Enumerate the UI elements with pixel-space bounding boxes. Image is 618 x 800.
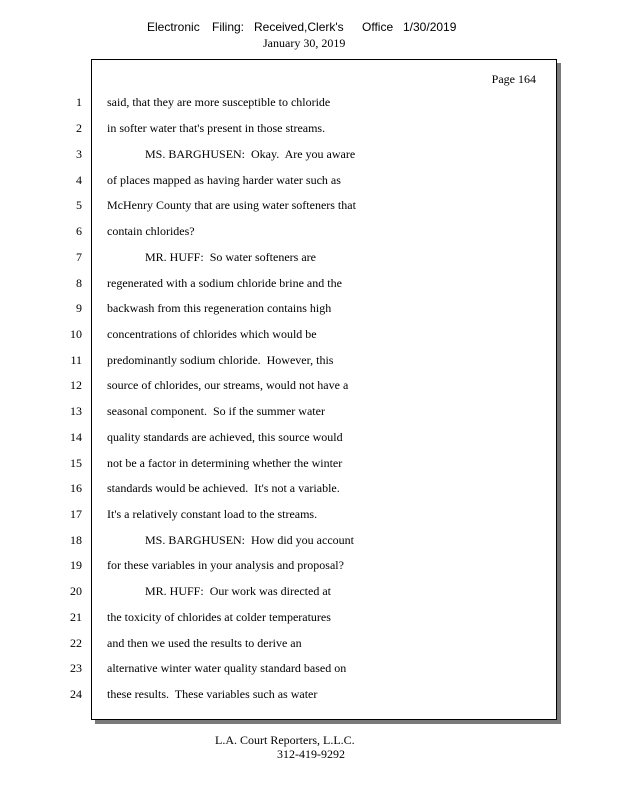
- line-number: 7: [76, 250, 82, 264]
- line-text: said, that they are more susceptible to chloride: [107, 95, 331, 109]
- line-text: MR. HUFF: Our work was directed at: [145, 584, 331, 598]
- stamp-electronic: Electronic: [147, 20, 200, 34]
- line-text: predominantly sodium chloride. However, this: [107, 353, 334, 367]
- header-date: January 30, 2019: [263, 36, 346, 50]
- line-number: 8: [76, 276, 82, 290]
- line-text: and then we used the results to derive an: [107, 636, 302, 650]
- line-text: these results. These variables such as water: [107, 687, 318, 701]
- line-text: concentrations of chlorides which would be: [107, 327, 317, 341]
- line-text: MS. BARGHUSEN: How did you account: [145, 533, 354, 547]
- line-number: 9: [76, 301, 82, 315]
- line-text: in softer water that's present in those streams.: [107, 121, 326, 135]
- line-number: 18: [70, 533, 82, 547]
- line-number: 13: [70, 404, 82, 418]
- line-text: for these variables in your analysis and proposal?: [107, 558, 344, 572]
- stamp-filing: Filing:: [212, 20, 245, 34]
- line-number: 11: [70, 353, 82, 367]
- line-text: seasonal component. So if the summer water: [107, 404, 325, 418]
- line-text: contain chlorides?: [107, 224, 195, 238]
- stamp-received: Received,Clerk's: [254, 20, 344, 34]
- line-number: 14: [70, 430, 82, 444]
- line-text: regenerated with a sodium chloride brine and the: [107, 276, 342, 290]
- line-text: MR. HUFF: So water softeners are: [145, 250, 316, 264]
- line-number: 5: [76, 198, 82, 212]
- line-text: not be a factor in determining whether the winter: [107, 456, 343, 470]
- line-number: 19: [70, 558, 82, 572]
- line-text: MS. BARGHUSEN: Okay. Are you aware: [145, 147, 356, 161]
- line-text: standards would be achieved. It's not a variable.: [107, 481, 340, 495]
- line-number: 3: [76, 147, 82, 161]
- line-text: backwash from this regeneration contains high: [107, 301, 332, 315]
- page-number: Page 164: [491, 72, 536, 86]
- stamp-date: 1/30/2019: [403, 20, 457, 34]
- line-number: 16: [70, 481, 82, 495]
- line-number: 20: [70, 584, 82, 598]
- line-text: McHenry County that are using water softeners that: [107, 198, 356, 212]
- line-number: 2: [76, 121, 82, 135]
- line-number: 24: [70, 687, 82, 701]
- line-text: source of chlorides, our streams, would not have a: [107, 378, 349, 392]
- line-number: 21: [70, 610, 82, 624]
- line-number: 4: [76, 173, 82, 187]
- line-number: 23: [70, 661, 82, 675]
- line-text: It's a relatively constant load to the streams.: [107, 507, 318, 521]
- line-number: 1: [76, 95, 82, 109]
- line-text: of places mapped as having harder water such as: [107, 173, 341, 187]
- line-number: 10: [70, 327, 82, 341]
- footer-company: L.A. Court Reporters, L.L.C.: [215, 733, 355, 747]
- line-number: 12: [70, 378, 82, 392]
- filing-stamp: [0, 20, 618, 36]
- line-number: 6: [76, 224, 82, 238]
- line-text: the toxicity of chlorides at colder temperatures: [107, 610, 331, 624]
- footer-phone: 312-419-9292: [277, 747, 345, 761]
- stamp-office: Office: [362, 20, 394, 34]
- line-number: 22: [70, 636, 82, 650]
- line-text: quality standards are achieved, this source would: [107, 430, 343, 444]
- line-number: 15: [70, 456, 82, 470]
- line-number: 17: [70, 507, 82, 521]
- line-text: alternative winter water quality standard based on: [107, 661, 347, 675]
